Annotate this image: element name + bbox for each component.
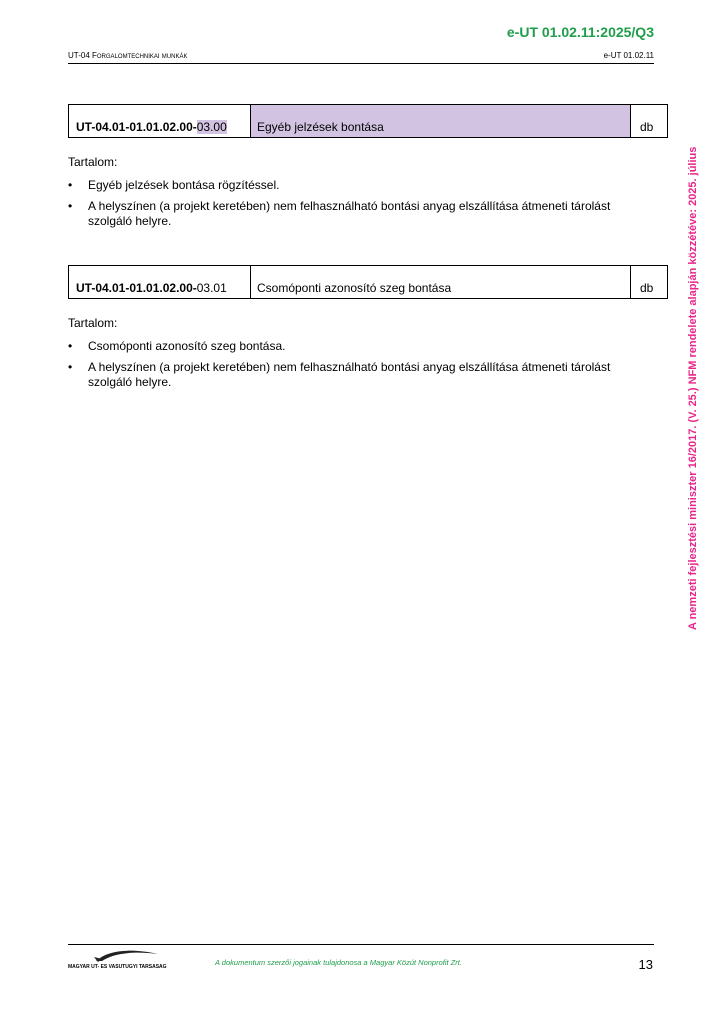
item-code-prefix: UT-04.01-01.01.02.00- (76, 120, 197, 134)
item-code-cell (69, 105, 251, 137)
document-code: e-UT 01.02.11:2025/Q3 (506, 24, 654, 40)
logo-swoosh-icon (68, 948, 160, 964)
item-code-cell (69, 266, 251, 298)
item-name-cell: Egyéb jelzések bontása (251, 105, 631, 137)
list-item-text: A helyszínen (a projekt keretében) nem felhasználható bontási anyag elszállítása átmeneti tárolást szolgáló helyre. (88, 360, 611, 389)
running-header (68, 51, 654, 64)
content-bullet-list (68, 178, 638, 235)
bullet-icon: • (68, 339, 73, 353)
header-chapter-title: UT-04 Forgalomtechnikai munkák (68, 51, 188, 60)
bullet-icon: • (68, 360, 73, 374)
content-label: Tartalom: (68, 155, 118, 169)
item-name-cell: Csomóponti azonosító szeg bontása (251, 266, 631, 298)
list-item-text: A helyszínen (a projekt keretében) nem felhasználható bontási anyag elszállítása átmeneti tárolást szolgáló helyre. (88, 199, 611, 228)
item-code-suffix: 03.01 (196, 281, 227, 295)
logo-text: MAGYAR UT- ES VASUTUGYI TARSASAG (68, 964, 167, 970)
item-table-2 (68, 265, 668, 299)
list-item (68, 339, 638, 354)
list-item-text: Csomóponti azonosító szeg bontása. (88, 339, 286, 353)
bullet-icon: • (68, 199, 73, 213)
list-item (68, 360, 638, 390)
item-code-prefix: UT-04.01-01.01.02.00- (76, 281, 197, 295)
item-table-1 (68, 104, 668, 138)
list-item-text: Egyéb jelzések bontása rögzítéssel. (88, 178, 280, 192)
publication-side-note: A nemzeti fejlesztési miniszter 16/2017. (V. 25.) NFM rendelete alapján közzétéve: 2025. július (687, 146, 699, 630)
list-item (68, 178, 638, 193)
header-standard-code: e-UT 01.02.11 (603, 51, 654, 60)
page-number: 13 (638, 957, 653, 972)
item-unit-cell: db (640, 281, 654, 295)
item-code-suffix: 03.00 (196, 120, 227, 134)
item-unit-cell: db (640, 120, 654, 134)
footer-divider (68, 944, 654, 945)
bullet-icon: • (68, 178, 73, 192)
publisher-logo (68, 948, 167, 970)
list-item (68, 199, 638, 229)
copyright-notice: A dokumentum szerzői jogainak tulajdonosa a Magyar Közút Nonprofit Zrt. (215, 958, 462, 967)
content-bullet-list (68, 339, 638, 396)
content-label: Tartalom: (68, 316, 118, 330)
